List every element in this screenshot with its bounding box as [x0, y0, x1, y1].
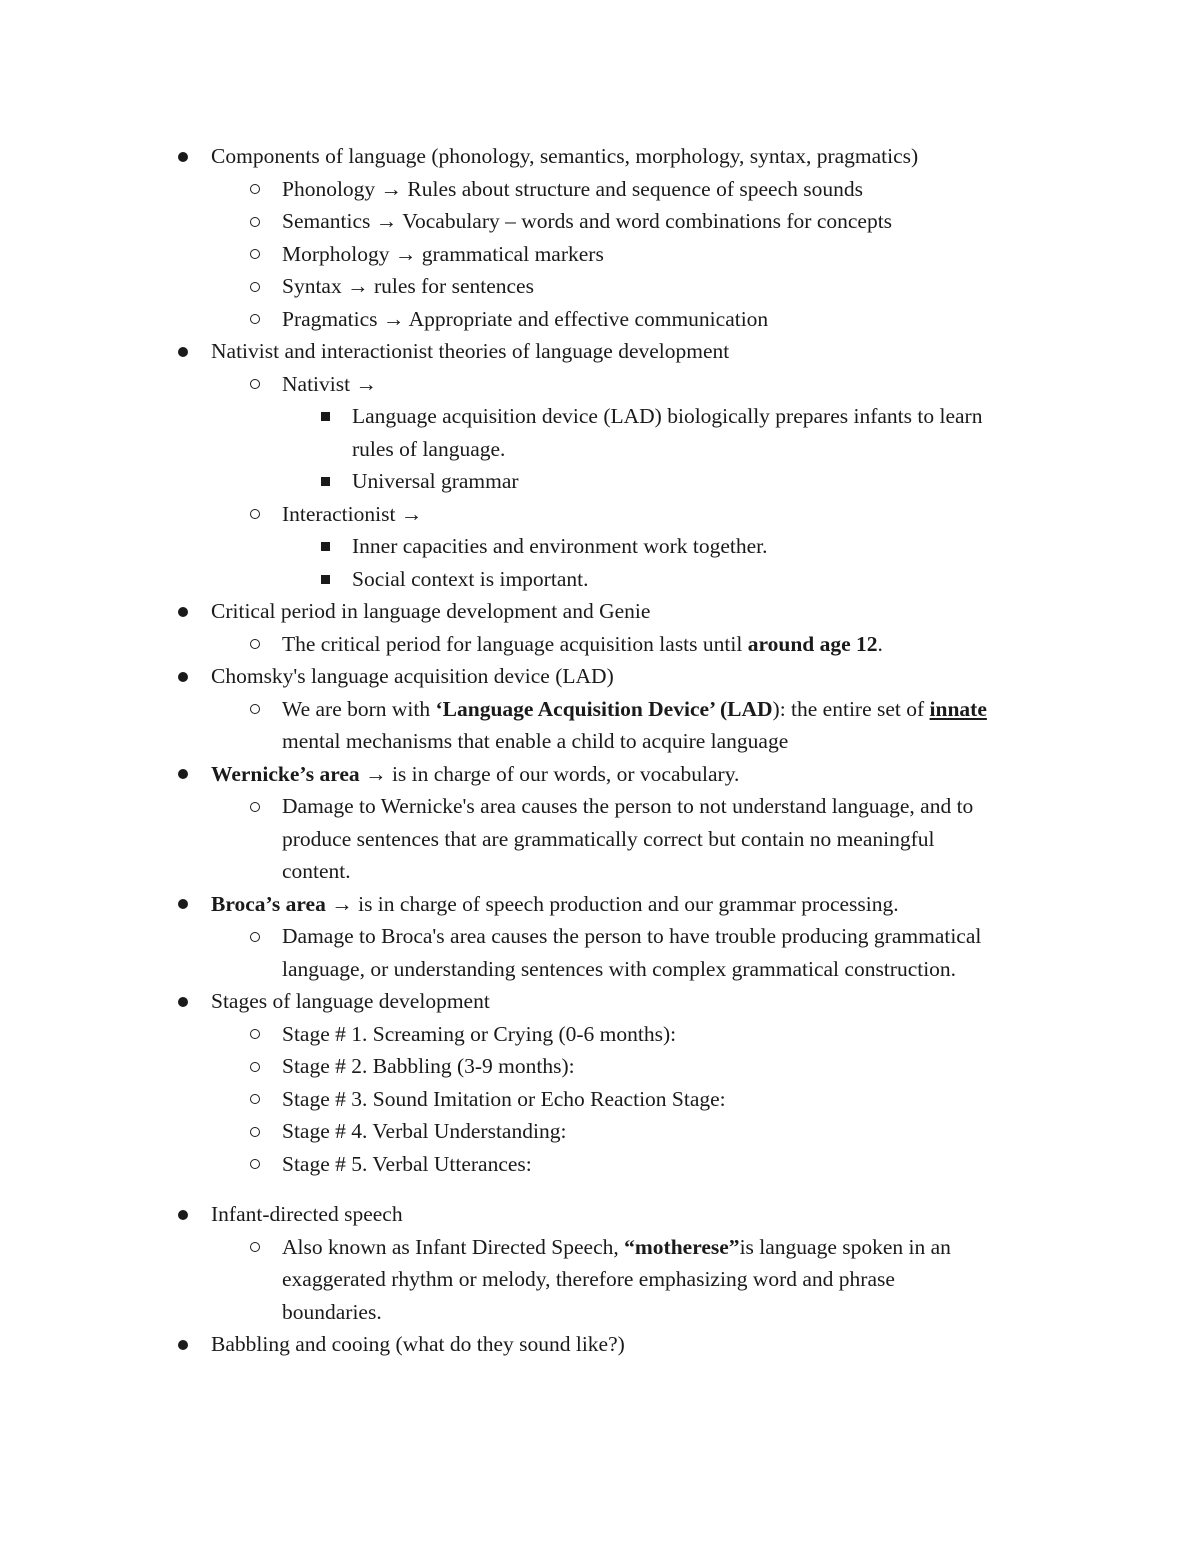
list-item: [0, 465, 1200, 498]
lad-definition: We are born with ‘Language Acquisition Device’ (LAD): the entire set of innate: [282, 696, 987, 721]
filled-circle-bullet-icon: [173, 140, 193, 173]
wernicke-detail: Damage to Wernicke's area causes the person to not understand language, and to: [282, 794, 974, 818]
component-syntax: Syntax → rules for sentences: [282, 274, 534, 298]
critical-period-text: The critical period for language acquisition lasts until around age 12.: [282, 631, 883, 656]
nativist-point-1-cont: rules of language.: [352, 436, 506, 461]
list-item: [0, 758, 1200, 791]
interactionist-point-1: Inner capacities and environment work together.: [352, 534, 768, 558]
filled-circle-bullet-icon: [173, 888, 193, 921]
list-item: [0, 1328, 1200, 1361]
hollow-circle-bullet-icon: [245, 498, 265, 531]
ids-definition-cont-1: exaggerated rhythm or melody, therefore emphasizing word and phrase: [282, 1267, 895, 1291]
filled-circle-bullet-icon: [173, 758, 193, 791]
hollow-circle-bullet-icon: [245, 173, 265, 206]
list-item: [0, 1198, 1200, 1231]
hollow-circle-bullet-icon: [245, 790, 265, 823]
filled-circle-bullet-icon: [173, 595, 193, 628]
broca-heading: Broca’s area → is in charge of speech production and our grammar processing.: [211, 891, 899, 916]
list-item: [0, 498, 1200, 531]
list-item-continuation: [0, 823, 1200, 856]
critical-period-heading: Critical period in language development and Genie: [211, 599, 651, 623]
broca-detail: Damage to Broca's area causes the person to have trouble producing grammatical: [282, 924, 982, 948]
wernicke-heading: Wernicke’s area → is in charge of our words, or vocabulary.: [211, 761, 740, 786]
stage-1: Stage # 1. Screaming or Crying (0-6 months):: [282, 1021, 677, 1046]
stage-3: Stage # 3. Sound Imitation or Echo Reaction Stage:: [282, 1086, 726, 1111]
babbling-heading: Babbling and cooing (what do they sound like?): [211, 1332, 625, 1356]
list-item: [0, 1231, 1200, 1264]
stage-2: Stage # 2. Babbling (3-9 months):: [282, 1054, 575, 1078]
ids-heading: Infant-directed speech: [211, 1202, 403, 1226]
hollow-circle-bullet-icon: [245, 1018, 265, 1051]
list-item: [0, 595, 1200, 628]
list-item-continuation: [0, 725, 1200, 758]
hollow-circle-bullet-icon: [245, 920, 265, 953]
square-bullet-icon: [315, 465, 335, 498]
hollow-circle-bullet-icon: [245, 238, 265, 271]
filled-circle-bullet-icon: [173, 985, 193, 1018]
wernicke-detail-cont-1: produce sentences that are grammatically correct but contain no meaningful: [282, 826, 935, 851]
hollow-circle-bullet-icon: [245, 368, 265, 401]
hollow-circle-bullet-icon: [245, 1115, 265, 1148]
ids-definition: Also known as Infant Directed Speech, “motherese”is language spoken in an: [282, 1234, 951, 1259]
wernicke-detail-cont-2: content.: [282, 859, 351, 883]
list-item: [0, 530, 1200, 563]
hollow-circle-bullet-icon: [245, 205, 265, 238]
list-item: [0, 400, 1200, 433]
list-item: [0, 888, 1200, 921]
component-semantics: Semantics → Vocabulary – words and word combinations for concepts: [282, 209, 893, 233]
stage-4: Stage # 4. Verbal Understanding:: [282, 1119, 567, 1143]
list-item-continuation: [0, 953, 1200, 986]
list-item: [0, 270, 1200, 303]
hollow-circle-bullet-icon: [245, 693, 265, 726]
list-item-continuation: [0, 433, 1200, 466]
hollow-circle-bullet-icon: [245, 1231, 265, 1264]
broca-detail-cont: language, or understanding sentences with complex grammatical construction.: [282, 956, 957, 981]
theories-heading: Nativist and interactionist theories of language development: [211, 339, 730, 363]
list-item-continuation: [0, 855, 1200, 888]
square-bullet-icon: [315, 563, 335, 596]
filled-circle-bullet-icon: [173, 660, 193, 693]
list-item: [0, 628, 1200, 661]
interactionist-point-2: Social context is important.: [352, 566, 589, 591]
list-item-continuation: [0, 1263, 1200, 1296]
filled-circle-bullet-icon: [173, 1328, 193, 1361]
hollow-circle-bullet-icon: [245, 628, 265, 661]
interactionist-label: Interactionist →: [282, 501, 423, 526]
lad-definition-cont: mental mechanisms that enable a child to acquire language: [282, 729, 789, 753]
blank-line: [0, 1180, 1200, 1198]
list-item: [0, 1018, 1200, 1051]
square-bullet-icon: [315, 530, 335, 563]
list-item: [0, 693, 1200, 726]
list-item: [0, 790, 1200, 823]
filled-circle-bullet-icon: [173, 1198, 193, 1231]
hollow-circle-bullet-icon: [245, 303, 265, 336]
nativist-label: Nativist →: [282, 371, 377, 396]
list-item: [0, 1148, 1200, 1181]
list-item: [0, 205, 1200, 238]
list-item: [0, 335, 1200, 368]
hollow-circle-bullet-icon: [245, 1148, 265, 1181]
list-item: [0, 303, 1200, 336]
stage-5: Stage # 5. Verbal Utterances:: [282, 1151, 532, 1176]
list-item-continuation: [0, 1296, 1200, 1329]
stages-heading: Stages of language development: [211, 989, 490, 1013]
notes-list: [0, 140, 1200, 1361]
list-item: [0, 368, 1200, 401]
list-item: [0, 173, 1200, 206]
lad-heading: Chomsky's language acquisition device (LAD): [211, 664, 614, 688]
hollow-circle-bullet-icon: [245, 1050, 265, 1083]
components-heading: Components of language (phonology, semantics, morphology, syntax, pragmatics): [211, 144, 919, 168]
list-item: [0, 1115, 1200, 1148]
list-item: [0, 1083, 1200, 1116]
list-item: [0, 140, 1200, 173]
component-pragmatics: Pragmatics → Appropriate and effective communication: [282, 306, 769, 331]
square-bullet-icon: [315, 400, 335, 433]
filled-circle-bullet-icon: [173, 335, 193, 368]
list-item: [0, 1050, 1200, 1083]
list-item: [0, 660, 1200, 693]
list-item: [0, 985, 1200, 1018]
nativist-point-2: Universal grammar: [352, 469, 519, 493]
hollow-circle-bullet-icon: [245, 270, 265, 303]
component-morphology: Morphology → grammatical markers: [282, 241, 604, 266]
list-item: [0, 238, 1200, 271]
ids-definition-cont-2: boundaries.: [282, 1299, 382, 1324]
hollow-circle-bullet-icon: [245, 1083, 265, 1116]
list-item: [0, 563, 1200, 596]
list-item: [0, 920, 1200, 953]
component-phonology: Phonology → Rules about structure and sequence of speech sounds: [282, 176, 863, 201]
nativist-point-1: Language acquisition device (LAD) biologically prepares infants to learn: [352, 404, 983, 428]
